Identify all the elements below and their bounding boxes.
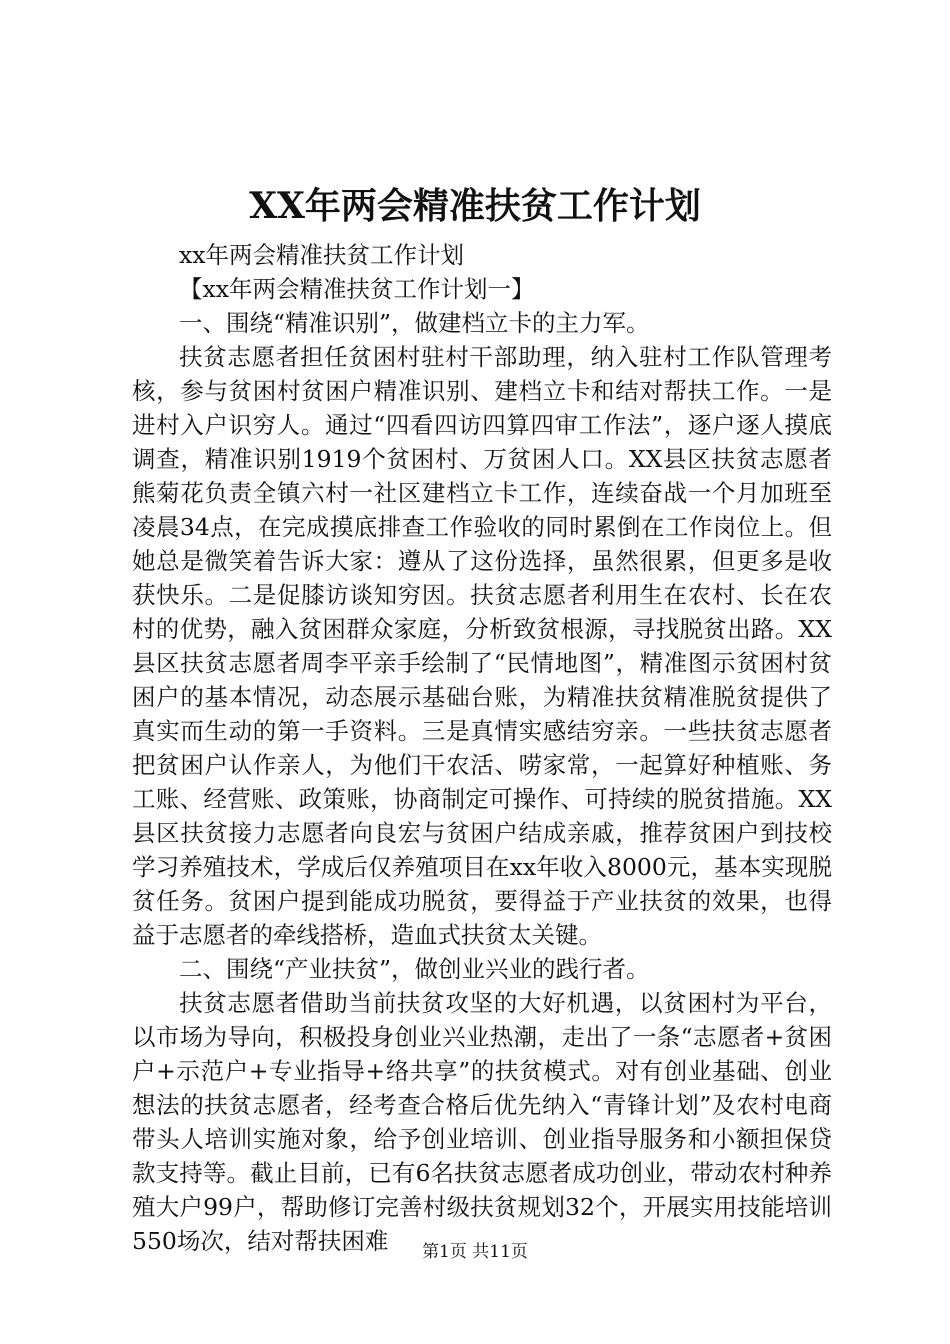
document-body (132, 238, 832, 1258)
section-heading-2: 二、围绕“产业扶贫”，做创业兴业的践行者。 (179, 955, 650, 983)
body-paragraph-1: 扶贫志愿者担任贫困村驻村干部助理，纳入驻村工作队管理考核，参与贫困村贫困户精准识别、建档立卡和结对帮扶工作。一是进村入户识穷人。通过“四看四访四算四审工作法”，逐户逐人摸底调查，精准识别1919个贫困村、万贫困人口。XX县区扶贫志愿者熊菊花负责全镇六村一社区建档立卡工作，连续奋战一个月加班至凌晨34点，在完成摸底排查工作验收的同时累倒在工作岗位上。但她总是微笑着告诉大家：遵从了这份选择，虽然很累，但更多是收获快乐。二是促膝访谈知穷因。扶贫志愿者利用生在农村、长在农村的优势，融入贫困群众家庭，分析致贫根源，寻找脱贫出路。XX县区扶贫志愿者周李平亲手绘制了“民情地图”，精准图示贫困村贫困户的基本情况，动态展示基础台账，为精准扶贫精准脱贫提供了真实而生动的第一手资料。三是真情实感结穷亲。一些扶贫志愿者把贫困户认作亲人，为他们干农活、唠家常，一起算好种植账、务工账、经营账、政策账，协商制定可操作、可持续的脱贫措施。XX县区扶贫接力志愿者向良宏与贫困户结成亲戚，推荐贫困户到技校学习养殖技术，学成后仅养殖项目在xx年收入8000元，基本实现脱贫任务。贫困户提到能成功脱贫，要得益于产业扶贫的效果，也得益于志愿者的牵线搭桥，造血式扶贫太关键。 (132, 343, 832, 949)
page-footer: 第1页 共11页 (422, 1242, 528, 1262)
body-paragraph-2: 扶贫志愿者借助当前扶贫攻坚的大好机遇，以贫困村为平台，以市场为导向，积极投身创业兴业热潮，走出了一条“志愿者+贫困户+示范户+专业指导+络共享”的扶贫模式。对有创业基础、创业想法的扶贫志愿者，经考查合格后优先纳入“青锋计划”及农村电商带头人培训实施对象，给予创业培训、创业指导服务和小额担保贷款支持等。截止目前，已有6名扶贫志愿者成功创业，带动农村种养殖大户99户，帮助修订完善村级扶贫规划32个，开展实用技能培训550场次，结对帮扶困难 (132, 989, 832, 1255)
section-heading-1: 一、围绕“精准识别”，做建档立卡的主力军。 (179, 309, 650, 337)
section-heading-plan-one: 【xx年两会精准扶贫工作计划一】 (179, 275, 535, 303)
document-title: XX年两会精准扶贫工作计划 (249, 185, 701, 227)
document-subtitle: xx年两会精准扶贫工作计划 (179, 241, 465, 269)
